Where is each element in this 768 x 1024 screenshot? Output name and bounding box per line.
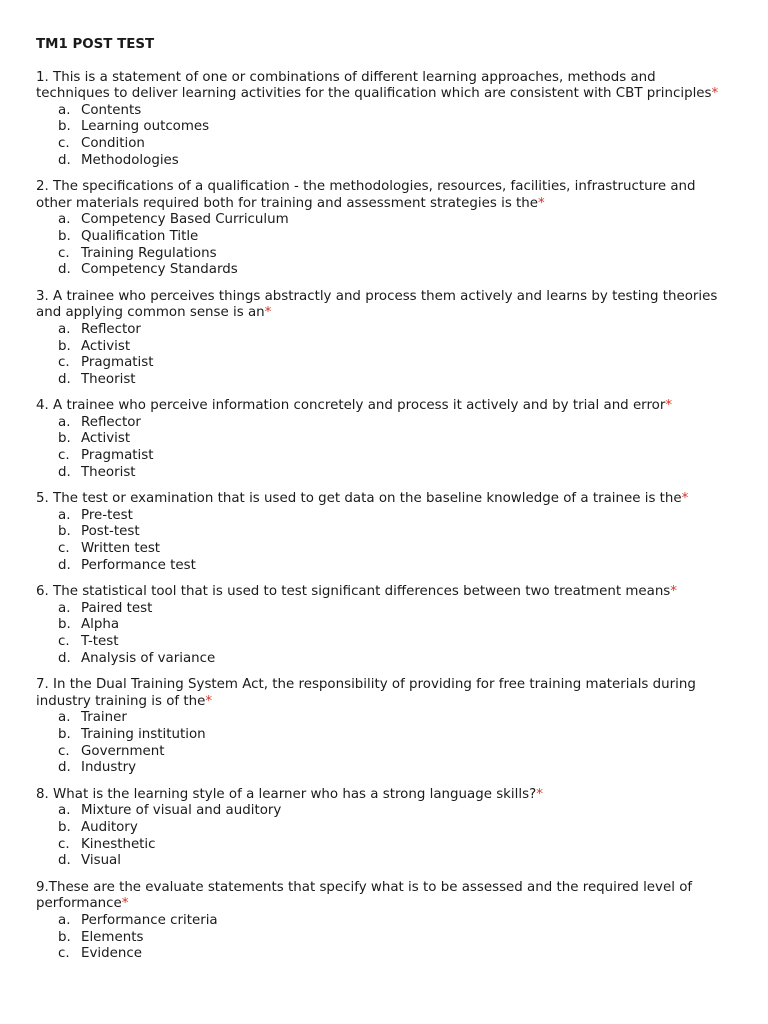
option-item — [58, 617, 732, 634]
option-item — [58, 760, 732, 777]
question-text — [36, 289, 732, 322]
option-item — [58, 136, 732, 153]
option-list — [36, 212, 732, 278]
option-letter: c. — [58, 245, 70, 261]
question-text — [36, 70, 732, 103]
option-letter: d. — [58, 760, 71, 776]
option-item — [58, 262, 732, 279]
option-label: Performance criteria — [81, 912, 218, 928]
option-label: Paired test — [81, 600, 153, 616]
option-label: Evidence — [81, 946, 142, 962]
option-item — [58, 853, 732, 870]
question-text — [36, 787, 732, 804]
question-1 — [36, 70, 732, 170]
required-marker: * — [205, 693, 213, 709]
option-item — [58, 946, 732, 963]
option-label: Activist — [81, 338, 131, 354]
option-letter: a. — [58, 803, 71, 819]
option-letter: d. — [58, 262, 71, 278]
option-letter: a. — [58, 321, 71, 337]
question-text — [36, 584, 732, 601]
option-item — [58, 541, 732, 558]
option-label: Analysis of variance — [81, 650, 216, 666]
option-letter: c. — [58, 355, 70, 371]
option-letter: a. — [58, 414, 71, 430]
option-item — [58, 710, 732, 727]
question-prompt: 7. In the Dual Training System Act, the responsibility of providing for free training materials during industry training is of the — [36, 677, 696, 709]
option-item — [58, 837, 732, 854]
option-letter: c. — [58, 946, 70, 962]
option-label: Performance test — [81, 557, 196, 573]
required-marker: * — [264, 305, 272, 321]
question-prompt: 2. The specifications of a qualification - the methodologies, resources, facilities, infrastructure and other materials required both for training and assessment strategies is the — [36, 179, 696, 211]
option-list — [36, 508, 732, 574]
test-title: TM1 POST TEST — [36, 37, 155, 52]
option-item — [58, 212, 732, 229]
option-letter: b. — [58, 726, 71, 742]
question-prompt: 6. The statistical tool that is used to test significant differences between two treatment means — [36, 584, 671, 600]
option-item — [58, 229, 732, 246]
option-letter: a. — [58, 507, 71, 523]
option-label: Kinesthetic — [81, 836, 156, 852]
question-2 — [36, 179, 732, 279]
option-item — [58, 634, 732, 651]
option-label: Industry — [81, 760, 137, 776]
option-letter: b. — [58, 338, 71, 354]
option-label: Theorist — [81, 371, 136, 387]
option-letter: c. — [58, 448, 70, 464]
option-list — [36, 103, 732, 169]
option-list — [36, 710, 732, 776]
option-item — [58, 727, 732, 744]
required-marker: * — [670, 584, 677, 600]
option-label: Pragmatist — [81, 355, 154, 371]
option-letter: b. — [58, 119, 71, 135]
option-label: Training institution — [81, 726, 206, 742]
question-6 — [36, 584, 732, 667]
option-list — [36, 601, 732, 667]
option-label: Written test — [81, 541, 161, 557]
question-prompt: 1. This is a statement of one or combinations of different learning approaches, methods and techniques to deliver learning activities for the qualification which are consistent with CBT principles — [36, 69, 712, 102]
question-prompt: 9.These are the evaluate statements that specify what is to be assessed and the required level of performance — [36, 879, 693, 912]
required-marker: * — [681, 491, 689, 507]
option-label: Theorist — [81, 464, 136, 480]
option-item — [58, 601, 732, 618]
option-label: Contents — [81, 102, 142, 118]
question-4 — [36, 398, 732, 481]
option-letter: b. — [58, 431, 71, 447]
option-letter: c. — [58, 634, 70, 649]
option-letter: b. — [58, 228, 71, 244]
option-letter: a. — [58, 102, 71, 118]
question-text — [36, 398, 732, 415]
option-letter: b. — [58, 929, 71, 945]
option-label: Condition — [81, 135, 145, 151]
option-label: Reflector — [81, 414, 141, 430]
option-letter: c. — [58, 135, 70, 151]
option-item — [58, 558, 732, 575]
option-item — [58, 651, 732, 668]
option-label: Alpha — [81, 617, 120, 633]
option-label: Visual — [81, 853, 121, 869]
option-list — [36, 322, 732, 388]
option-item — [58, 930, 732, 947]
question-prompt: 5. The test or examination that is used to get data on the baseline knowledge of a trainee is the — [36, 491, 682, 507]
option-item — [58, 508, 732, 525]
question-8 — [36, 787, 732, 870]
option-label: Competency Based Curriculum — [81, 212, 289, 228]
required-marker: * — [536, 786, 543, 802]
option-letter: d. — [58, 650, 71, 666]
required-marker: * — [711, 86, 719, 102]
question-9 — [36, 880, 732, 963]
option-item — [58, 339, 732, 356]
option-letter: b. — [58, 819, 71, 835]
option-letter: a. — [58, 212, 71, 228]
option-item — [58, 103, 732, 120]
option-item — [58, 119, 732, 136]
option-label: Activist — [81, 431, 131, 447]
option-item — [58, 524, 732, 541]
option-item — [58, 431, 732, 448]
option-label: Trainer — [81, 710, 127, 726]
question-5 — [36, 491, 732, 574]
option-item — [58, 372, 732, 389]
option-item — [58, 246, 732, 263]
option-item — [58, 913, 732, 930]
option-item — [58, 744, 732, 761]
option-list — [36, 415, 732, 481]
question-text — [36, 179, 732, 212]
option-item — [58, 355, 732, 372]
option-letter: d. — [58, 152, 71, 168]
option-label: Pragmatist — [81, 448, 154, 464]
question-3 — [36, 289, 732, 389]
question-prompt: 4. A trainee who perceive information concretely and process it actively and by trial and error — [36, 398, 666, 414]
option-label: Government — [81, 743, 165, 759]
option-label: Post-test — [81, 524, 140, 540]
option-label: T-test — [81, 634, 119, 649]
question-text — [36, 491, 732, 508]
option-label: Auditory — [81, 819, 138, 835]
option-list — [36, 913, 732, 963]
option-letter: a. — [58, 912, 71, 928]
option-item — [58, 322, 732, 339]
option-item — [58, 803, 732, 820]
option-letter: d. — [58, 557, 71, 573]
question-prompt: 8. What is the learning style of a learner who has a strong language skills? — [36, 786, 537, 802]
option-item — [58, 448, 732, 465]
question-7 — [36, 677, 732, 777]
option-item — [58, 415, 732, 432]
option-letter: a. — [58, 600, 71, 616]
option-label: Competency Standards — [81, 262, 238, 278]
option-letter: d. — [58, 371, 71, 387]
option-label: Qualification Title — [81, 228, 199, 244]
option-item — [58, 820, 732, 837]
option-letter: c. — [58, 743, 70, 759]
question-text — [36, 880, 732, 913]
option-item — [58, 153, 732, 170]
option-label: Mixture of visual and auditory — [81, 803, 282, 819]
option-letter: d. — [58, 464, 71, 480]
option-list — [36, 803, 732, 869]
question-prompt: 3. A trainee who perceives things abstractly and process them actively and learns by testing theories and applying common sense is an — [36, 288, 718, 321]
option-letter: a. — [58, 710, 71, 726]
option-letter: b. — [58, 617, 71, 633]
required-marker: * — [121, 896, 129, 912]
option-letter: d. — [58, 853, 71, 869]
option-label: Methodologies — [81, 152, 179, 168]
required-marker: * — [665, 398, 673, 414]
option-label: Pre-test — [81, 507, 133, 523]
question-text — [36, 677, 732, 710]
option-letter: b. — [58, 524, 71, 540]
option-label: Elements — [81, 929, 144, 945]
option-label: Training Regulations — [81, 245, 217, 261]
option-item — [58, 465, 732, 482]
option-letter: c. — [58, 836, 70, 852]
option-label: Reflector — [81, 321, 141, 337]
option-label: Learning outcomes — [81, 119, 210, 135]
required-marker: * — [538, 195, 545, 211]
option-letter: c. — [58, 541, 70, 557]
